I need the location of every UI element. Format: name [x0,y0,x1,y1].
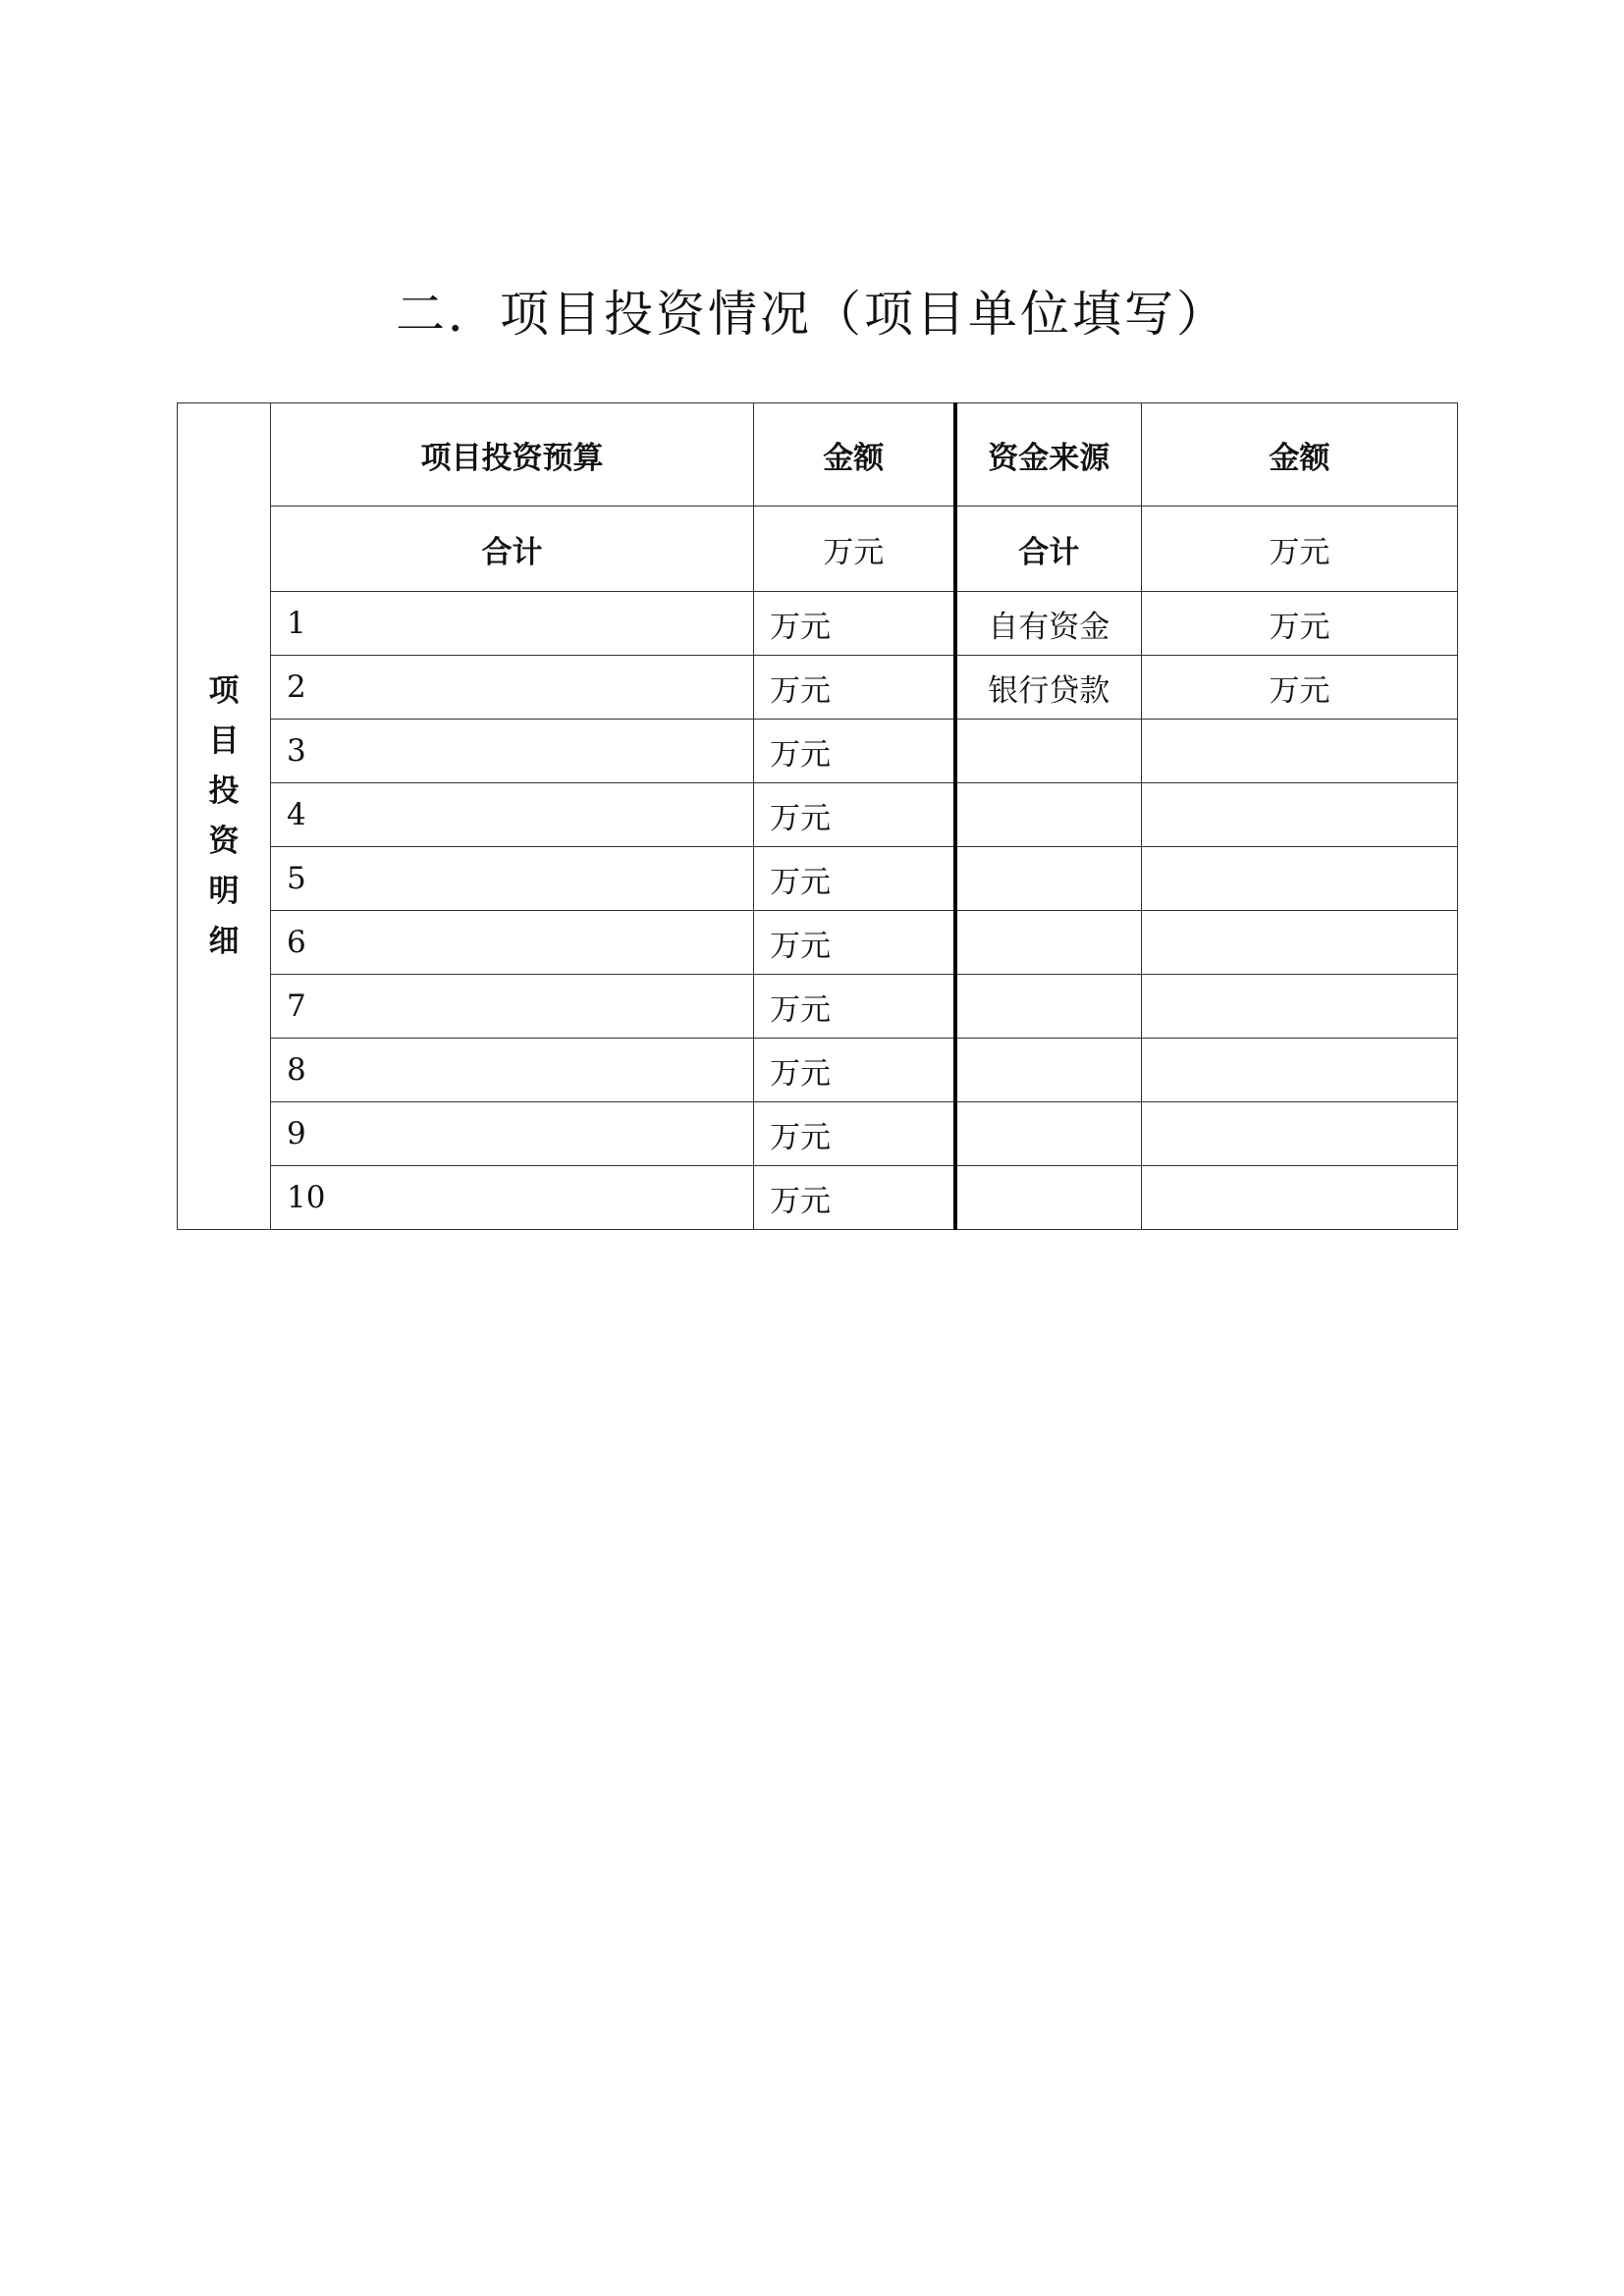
row-number: 1 [271,592,754,656]
side-label-cell [178,403,271,1230]
row-amount: 万元 [754,720,955,783]
table-row [178,911,1458,975]
row-number: 3 [271,720,754,783]
table-row [178,1166,1458,1230]
total-source-label: 合计 [955,507,1142,592]
total-row [178,507,1458,592]
row-number: 8 [271,1039,754,1102]
row-source [955,911,1142,975]
row-number: 7 [271,975,754,1039]
row-number: 5 [271,847,754,911]
header-amount: 金额 [754,403,955,507]
row-amount: 万元 [754,1166,955,1230]
row-number: 4 [271,783,754,847]
side-label [209,667,240,967]
row-amount: 万元 [754,592,955,656]
side-char: 目 [208,722,240,759]
table-row [178,1039,1458,1102]
row-amount: 万元 [754,911,955,975]
row-source [955,1166,1142,1230]
header-source: 资金来源 [955,403,1142,507]
page-title: 二．项目投资情况（项目单位填写） [396,286,1228,343]
row-source: 银行贷款 [955,656,1142,720]
table-row [178,720,1458,783]
table-row [178,656,1458,720]
row-source [955,1102,1142,1166]
total-source-amount: 万元 [1142,507,1458,592]
row-amount: 万元 [754,783,955,847]
row-source-amount [1142,911,1458,975]
header-source-amount: 金额 [1142,403,1458,507]
total-label: 合计 [271,507,754,592]
row-source-amount: 万元 [1142,592,1458,656]
row-number: 6 [271,911,754,975]
row-source [955,847,1142,911]
table-row [178,783,1458,847]
row-amount: 万元 [754,847,955,911]
table-row [178,1102,1458,1166]
side-char: 明 [208,873,240,909]
side-char: 细 [208,923,240,959]
row-source-amount [1142,720,1458,783]
row-number: 9 [271,1102,754,1166]
row-number: 10 [271,1166,754,1230]
investment-table [177,402,1458,1230]
table-header-row [178,403,1458,507]
row-source [955,975,1142,1039]
row-source-amount: 万元 [1142,656,1458,720]
row-source [955,720,1142,783]
row-amount: 万元 [754,1102,955,1166]
row-number: 2 [271,656,754,720]
table-row [178,847,1458,911]
row-source-amount [1142,847,1458,911]
row-source [955,1039,1142,1102]
row-amount: 万元 [754,656,955,720]
table-row [178,592,1458,656]
table-row [178,975,1458,1039]
row-source-amount [1142,1166,1458,1230]
row-amount: 万元 [754,1039,955,1102]
side-char: 资 [208,823,240,859]
row-source: 自有资金 [955,592,1142,656]
row-source [955,783,1142,847]
row-source-amount [1142,975,1458,1039]
header-budget: 项目投资预算 [271,403,754,507]
total-amount: 万元 [754,507,955,592]
row-source-amount [1142,1039,1458,1102]
row-amount: 万元 [754,975,955,1039]
side-char: 项 [208,672,240,709]
row-source-amount [1142,783,1458,847]
side-char: 投 [208,773,240,809]
row-source-amount [1142,1102,1458,1166]
